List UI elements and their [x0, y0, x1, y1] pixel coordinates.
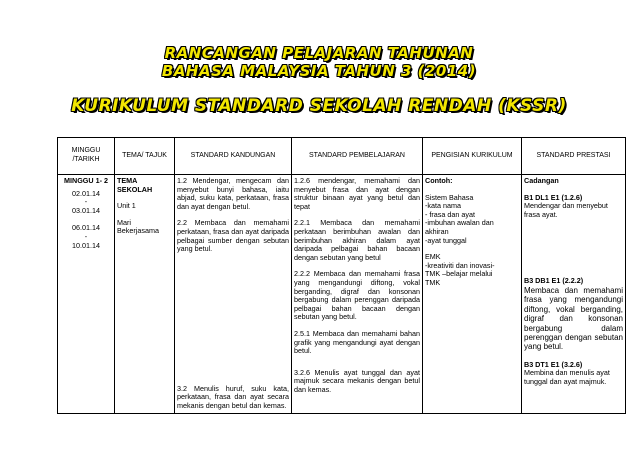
cell-pembelajaran	[292, 175, 423, 414]
week-label: MINGGU 1- 2	[64, 176, 108, 185]
prestasi-head: Cadangan	[524, 176, 559, 185]
pengisian-item: -kata nama	[425, 201, 461, 211]
title-rancangan: RANCANGAN PELAJARAN TAHUNAN	[164, 44, 474, 62]
pengisian-item: Sistem Bahasa	[425, 192, 474, 202]
pembelajaran-2-5-1: 2.5.1 Membaca dan memahami bahan grafik yang mengandungi ayat dengan betul.	[294, 328, 420, 356]
prestasi-code-1: B1 DL1 E1 (1.2.6)	[524, 192, 583, 202]
date-start-2: 06.01.14	[72, 223, 100, 233]
pengisian-item: -imbuhan awalan dan akhiran	[425, 218, 494, 236]
tema-title-2: SEKOLAH	[117, 184, 153, 194]
kandungan-3-2: 3.2 Menulis huruf, suku kata, perkataan, frasa dan ayat secara mekanis dengan betul dan kemas.	[177, 383, 289, 410]
prestasi-code-3: B3 DT1 E1 (3.2.6)	[524, 359, 583, 369]
kandungan-1-2: 1.2 Mendengar, mengecam dan menyebut bunyi bahasa, iaitu abjad, suku kata, perkataan, frasa dan ayat dengan betul.	[177, 176, 289, 211]
title-subject: BAHASA MALAYSIA TAHUN 3 (2014)	[161, 62, 477, 80]
lesson-plan-table	[57, 137, 626, 414]
header-tema: TEMA/ TAJUK	[115, 138, 175, 175]
header-minggu: MINGGU /TARIKH	[58, 138, 115, 175]
tema-unit: Unit 1	[117, 201, 136, 211]
prestasi-text-3: Membina dan menulis ayat tunggal dan ayat majmuk.	[524, 368, 610, 386]
pembelajaran-2-2-2: 2.2.2 Membaca dan memahami frasa yang mengandungi diftong, vokal berganding, digraf dan konsonan bergabung dalam perenggan daripada pelbagai bahan bacaan dengan sebutan yang betul.	[294, 269, 420, 322]
cell-pengisian	[423, 175, 522, 414]
title-curriculum: KURIKULUM STANDARD SEKOLAH RENDAH (KSSR)	[71, 96, 567, 116]
date-end-2: 10.01.14	[72, 240, 100, 250]
tema-title-1: TEMA	[117, 176, 138, 185]
kandungan-2-2: 2.2 Membaca dan memahami perkataan, frasa dan ayat daripada pelbagai sumber dengan sebutan yang betul.	[177, 218, 289, 254]
table-row	[58, 175, 626, 414]
date-sep-2: -	[84, 231, 88, 241]
pengisian-head: Contoh:	[425, 176, 453, 185]
header-prestasi: STANDARD PRESTASI	[522, 138, 626, 175]
pengisian-item: EMK	[425, 252, 441, 262]
header-kandungan: STANDARD KANDUNGAN	[175, 138, 292, 175]
table-header-row	[58, 138, 626, 175]
date-sep-1: -	[84, 197, 88, 207]
pengisian-item: TMK	[425, 277, 441, 287]
tema-topic-2: Bekerjasama	[117, 226, 159, 236]
tema-topic-1: Mari	[117, 217, 131, 227]
header-pengisian: PENGISIAN KURIKULUM	[423, 138, 522, 175]
prestasi-code-2: B3 DB1 E1 (2.2.2)	[524, 276, 584, 286]
pembelajaran-1-2-6: 1.2.6 mendengar, memahami dan menyebut frasa dan ayat dengan struktur binaan ayat yang betul dan tepat	[294, 176, 420, 211]
prestasi-text-2: Membaca dan memahami frasa yang mengandungi diftong, vokal berganding, digraf dan konsonan bergabung dalam perenggan dengan sebutan yang betul.	[524, 285, 623, 352]
cell-minggu	[58, 175, 115, 414]
cell-kandungan	[175, 175, 292, 414]
prestasi-text-1: Mendengar dan menyebut frasa ayat.	[524, 201, 608, 219]
pengisian-item: - frasa dan ayat	[425, 209, 475, 219]
cell-tema	[115, 175, 175, 414]
pengisian-item: -kreativiti dan inovasi-	[425, 260, 495, 270]
pembelajaran-3-2-6: 3.2.6 Menulis ayat tunggal dan ayat majmuk secara mekanis dengan betul dan kemas.	[294, 367, 420, 394]
cell-prestasi	[522, 175, 626, 414]
pembelajaran-2-2-1: 2.2.1 Membaca dan memahami perkataan berimbuhan awalan dan berimbuhan akhiran dalam ayat daripada pelbagai bahan bacaan dengan sebutan yang betul	[294, 218, 420, 262]
date-end-1: 03.01.14	[72, 205, 100, 215]
header-pembelajaran: STANDARD PEMBELAJARAN	[292, 138, 423, 175]
date-start-1: 02.01.14	[72, 188, 100, 198]
pengisian-item: TMK –belajar melalui	[425, 269, 493, 279]
pengisian-item: -ayat tunggal	[425, 235, 467, 245]
